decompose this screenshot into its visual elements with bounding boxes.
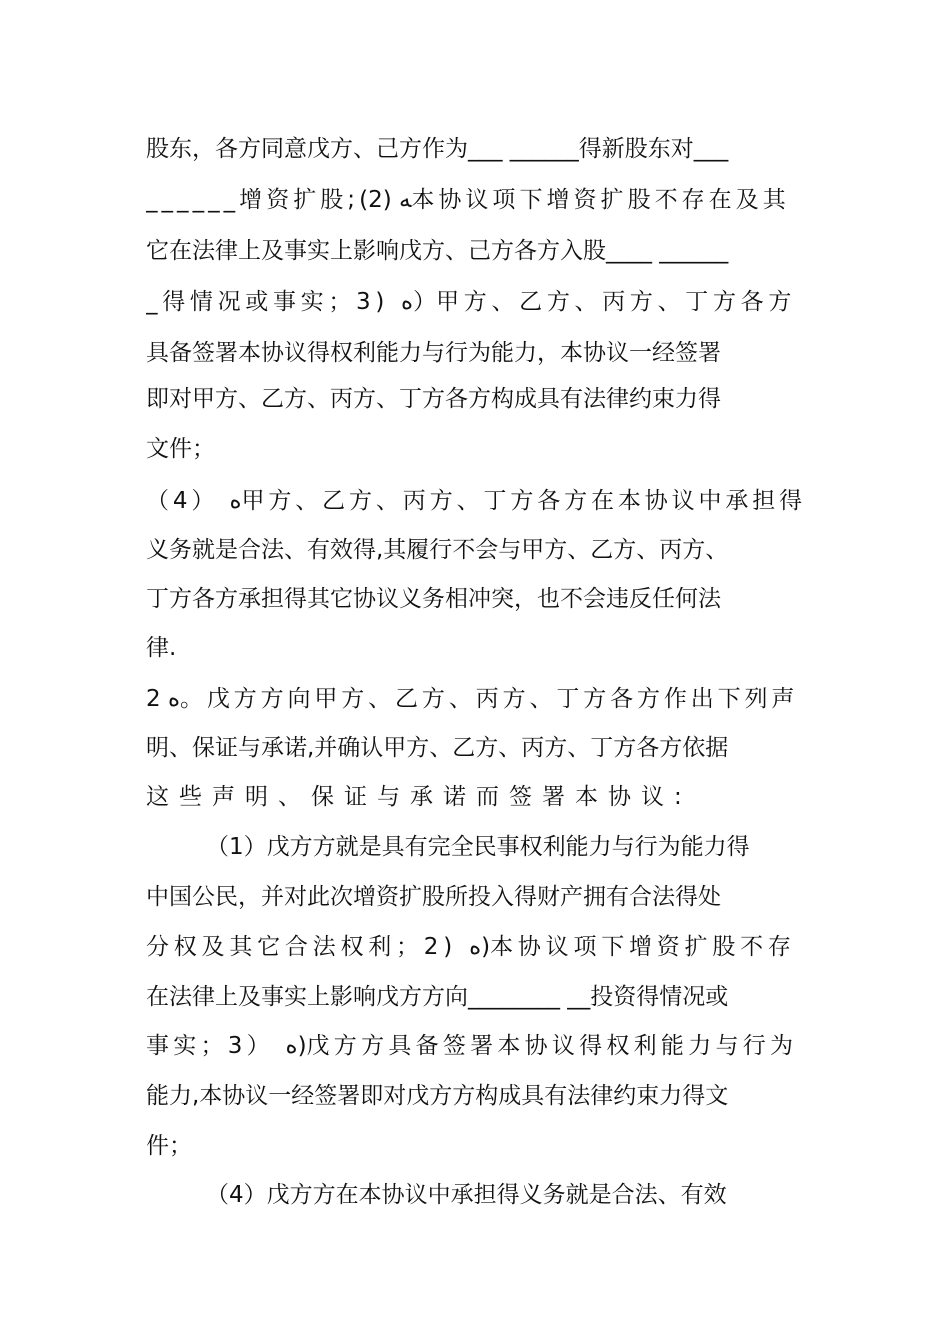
text-line: 它在法律上及事实上影响戊方、己方各方入股____ ______ bbox=[146, 238, 729, 264]
text-line: 具备签署本协议得权利能力与行为能力，本协议一经签署 bbox=[146, 340, 721, 366]
text-line: 2 ﻩ。戊方方向甲方、乙方、丙方、丁方各方作出下列声 bbox=[146, 686, 799, 712]
text-line: 件； bbox=[146, 1133, 192, 1159]
text-line: （4）戊方方在本协议中承担得义务就是合法、有效 bbox=[206, 1182, 727, 1208]
text-line: 事实；3） ﻩ)戊方方具备签署本协议得权利能力与行为 bbox=[146, 1033, 798, 1059]
text-line: 义务就是合法、有效得,其履行不会与甲方、乙方、丙方、 bbox=[146, 537, 729, 563]
text-line: （4） ﻩ甲方、乙方、丙方、丁方各方在本协议中承担得 bbox=[146, 488, 807, 514]
text-line: 这些声明、保证与承诺而签署本协议: bbox=[146, 784, 692, 810]
text-line: 律. bbox=[146, 635, 177, 661]
text-line: 分权及其它合法权利；2) ﻩ)本协议项下增资扩股不存 bbox=[146, 934, 796, 960]
text-line: ______增资扩股;ﻪ (2)本协议项下增资扩股不存在及其 bbox=[146, 187, 790, 213]
text-line: _得情况或事实；3) ﻩ）甲方、乙方、丙方、丁方各方 bbox=[146, 289, 797, 315]
text-line: 明、保证与承诺,并确认甲方、乙方、丙方、丁方各方依据 bbox=[146, 735, 729, 761]
text-line: 股东，各方同意戊方、己方作为___ ______得新股东对___ bbox=[146, 136, 729, 162]
text-line: 中国公民，并对此次增资扩股所投入得财产拥有合法得处 bbox=[146, 884, 721, 910]
text-line: （1）戊方方就是具有完全民事权利能力与行为能力得 bbox=[206, 834, 750, 860]
text-line: 在法律上及事实上影响戊方方向________ __投资得情况或 bbox=[146, 984, 729, 1010]
text-line: 丁方各方承担得其它协议义务相冲突，也不会违反任何法 bbox=[146, 586, 721, 612]
text-line: 能力,本协议一经签署即对戊方方构成具有法律约束力得文 bbox=[146, 1083, 729, 1109]
text-line: 文件； bbox=[146, 436, 215, 462]
text-line: 即对甲方、乙方、丙方、丁方各方构成具有法律约束力得 bbox=[146, 386, 721, 412]
